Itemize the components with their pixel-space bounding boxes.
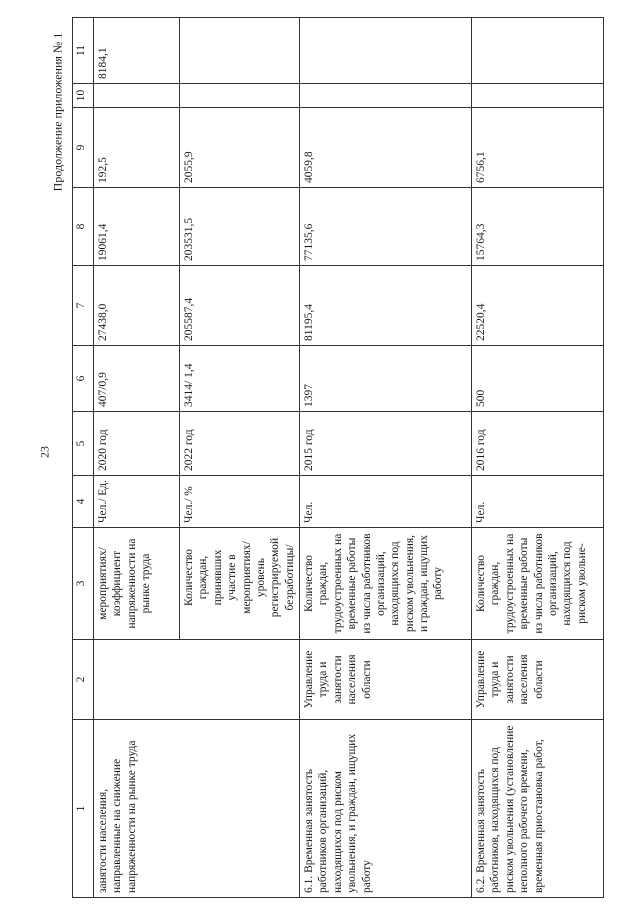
- indicator-cell: мероприятиях/ коэффициент напряженности на рынке труда: [94, 528, 180, 640]
- appendix-continuation-header: Продолжение приложения № 1: [50, 32, 65, 192]
- column-header: 5: [73, 412, 94, 476]
- amount-cell: 6756,1: [472, 108, 604, 188]
- amount-cell: 77135,6: [300, 188, 472, 266]
- amount-cell: 15764,3: [472, 188, 604, 266]
- amount-cell: [472, 18, 604, 84]
- value-cell: 3414/ 1,4: [180, 346, 300, 412]
- year-cell: 2016 год: [472, 412, 604, 476]
- measure-name-cell: 6.1. Временная занятость работников организаций, находящихся под риском увольнения, и граждан, ищущих работу: [300, 720, 472, 898]
- year-cell: 2020 год: [94, 412, 180, 476]
- unit-cell: Чел.: [472, 476, 604, 528]
- indicator-cell: Количество граждан, трудоустроенных на временные работы из числа работников организаций, находящихся под риском увольне-: [472, 528, 604, 640]
- column-header: 9: [73, 108, 94, 188]
- table-row: [94, 18, 180, 898]
- measure-name-cell: 6.2. Временная занятость работников, находящихся под риском увольнения (установление неполного рабочего времени, временная приостановка работ,: [472, 720, 604, 898]
- amount-cell: 81195,4: [300, 266, 472, 346]
- column-header: 7: [73, 266, 94, 346]
- indicator-cell: Количество граждан, принявших участие в мероприятиях/ уровень регистрируемой безработицы/: [180, 528, 300, 640]
- amount-cell: [300, 84, 472, 108]
- column-header: 8: [73, 188, 94, 266]
- table-row: [300, 18, 472, 898]
- amount-cell: 27438,0: [94, 266, 180, 346]
- page-number: 23: [37, 446, 52, 458]
- column-header: 1: [73, 720, 94, 898]
- column-header: 11: [73, 18, 94, 84]
- amount-cell: [94, 84, 180, 108]
- value-cell: 407/0,9: [94, 346, 180, 412]
- measure-name-cell: занятости населения, направленные на снижение напряженности на рынке труда: [94, 720, 300, 898]
- indicator-cell: Количество граждан, трудоустроенных на временные работы из числа работников организаций, находящихся под риском увольнения, и граждан, ищущих работу: [300, 528, 472, 640]
- year-cell: 2015 год: [300, 412, 472, 476]
- amount-cell: [180, 18, 300, 84]
- amount-cell: [472, 84, 604, 108]
- rotated-table-container: [72, 18, 592, 898]
- column-header: 3: [73, 528, 94, 640]
- executor-cell: Управление труда и занятости населения области: [300, 640, 472, 720]
- column-header: 2: [73, 640, 94, 720]
- column-header: 10: [73, 84, 94, 108]
- unit-cell: Чел.: [300, 476, 472, 528]
- column-header: 6: [73, 346, 94, 412]
- year-cell: 2022 год: [180, 412, 300, 476]
- amount-cell: 192,5: [94, 108, 180, 188]
- amount-cell: 8184,1: [94, 18, 180, 84]
- unit-cell: Чел./ Ед.: [94, 476, 180, 528]
- amount-cell: 203531,5: [180, 188, 300, 266]
- program-measures-table: [72, 17, 604, 898]
- amount-cell: [300, 18, 472, 84]
- amount-cell: [180, 84, 300, 108]
- unit-cell: Чел./ %: [180, 476, 300, 528]
- value-cell: 1397: [300, 346, 472, 412]
- executor-cell: Управление труда и занятости населения области: [472, 640, 604, 720]
- amount-cell: 205587,4: [180, 266, 300, 346]
- column-number-row: [73, 18, 94, 898]
- executor-cell: [94, 640, 300, 720]
- table-row: [472, 18, 604, 898]
- amount-cell: 2055,9: [180, 108, 300, 188]
- amount-cell: 4059,8: [300, 108, 472, 188]
- amount-cell: 22520,4: [472, 266, 604, 346]
- column-header: 4: [73, 476, 94, 528]
- amount-cell: 19061,4: [94, 188, 180, 266]
- value-cell: 500: [472, 346, 604, 412]
